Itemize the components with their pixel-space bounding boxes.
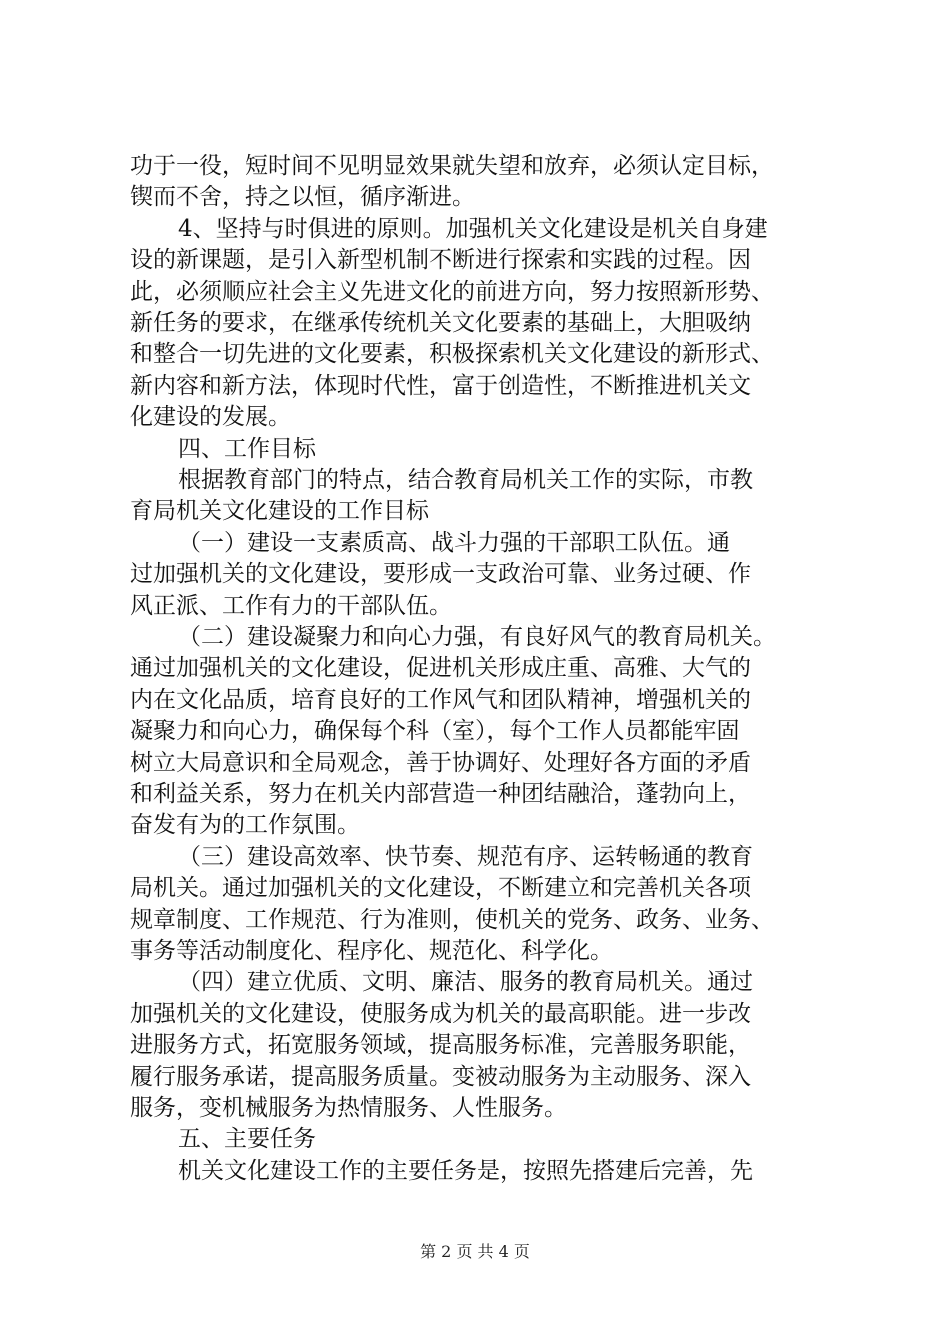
text-line: 4、坚持与时俱进的原则。加强机关文化建设是机关自身建 bbox=[178, 215, 768, 242]
text-line: 新内容和新方法，体现时代性，富于创造性，不断推进机关文 bbox=[130, 372, 751, 399]
section-heading: 五、主要任务 bbox=[178, 1126, 316, 1153]
text-line: 通过加强机关的文化建设，促进机关形成庄重、高雅、大气的 bbox=[130, 655, 751, 682]
text-line: （四）建立优质、文明、廉洁、服务的教育局机关。通过 bbox=[178, 969, 753, 996]
text-line: 履行服务承诺，提高服务质量。变被动服务为主动服务、深入 bbox=[130, 1063, 751, 1090]
text-line: 育局机关文化建设的工作目标 bbox=[130, 498, 429, 525]
text-line: 机关文化建设工作的主要任务是，按照先搭建后完善，先 bbox=[178, 1157, 753, 1184]
text-line: 锲而不舍，持之以恒，循序渐进。 bbox=[130, 184, 475, 211]
text-line: （二）建设凝聚力和向心力强，有良好风气的教育局机关。 bbox=[178, 624, 776, 650]
text-line: 树立大局意识和全局观念，善于协调好、处理好各方面的矛盾 bbox=[130, 749, 751, 776]
text-line: 新任务的要求，在继承传统机关文化要素的基础上，大胆吸纳 bbox=[130, 310, 751, 336]
text-line: 风正派、工作有力的干部队伍。 bbox=[130, 592, 452, 619]
page-number-footer: 第 2 页 共 4 页 bbox=[420, 1242, 530, 1261]
text-line: （三）建设高效率、快节奏、规范有序、运转畅通的教育 bbox=[178, 843, 753, 870]
text-line: 此，必须顺应社会主义先进文化的前进方向，努力按照新形势、 bbox=[130, 278, 774, 305]
text-line: 功于一役，短时间不见明显效果就失望和放弃，必须认定目标， bbox=[130, 153, 774, 179]
text-line: 化建设的发展。 bbox=[130, 404, 291, 431]
text-line: 局机关。通过加强机关的文化建设，不断建立和完善机关各项 bbox=[130, 875, 751, 902]
text-line: （一）建设一支素质高、战斗力强的干部职工队伍。通 bbox=[178, 529, 730, 556]
text-line: 规章制度、工作规范、行为准则，使机关的党务、政务、业务、 bbox=[130, 906, 774, 933]
text-line: 根据教育部门的特点，结合教育局机关工作的实际，市教 bbox=[178, 467, 753, 493]
text-line: 进服务方式，拓宽服务领域，提高服务标准，完善服务职能， bbox=[130, 1032, 751, 1059]
text-line: 和利益关系，努力在机关内部营造一种团结融洽，蓬勃向上， bbox=[130, 781, 751, 807]
text-line: 内在文化品质，培育良好的工作风气和团队精神，增强机关的 bbox=[130, 686, 751, 713]
text-line: 过加强机关的文化建设，要形成一支政治可靠、业务过硬、作 bbox=[130, 561, 751, 588]
text-line: 奋发有为的工作氛围。 bbox=[130, 812, 360, 839]
text-line: 和整合一切先进的文化要素，积极探索机关文化建设的新形式、 bbox=[130, 341, 774, 368]
section-heading: 四、工作目标 bbox=[178, 435, 316, 462]
text-line: 服务，变机械服务为热情服务、人性服务。 bbox=[130, 1095, 567, 1121]
text-line: 加强机关的文化建设，使服务成为机关的最高职能。进一步改 bbox=[130, 1000, 751, 1027]
text-line: 设的新课题，是引入新型机制不断进行探索和实践的过程。因 bbox=[130, 247, 751, 274]
text-line: 凝聚力和向心力，确保每个科（室），每个工作人员都能牢固 bbox=[130, 718, 740, 745]
text-line: 事务等活动制度化、程序化、规范化、科学化。 bbox=[130, 938, 613, 964]
